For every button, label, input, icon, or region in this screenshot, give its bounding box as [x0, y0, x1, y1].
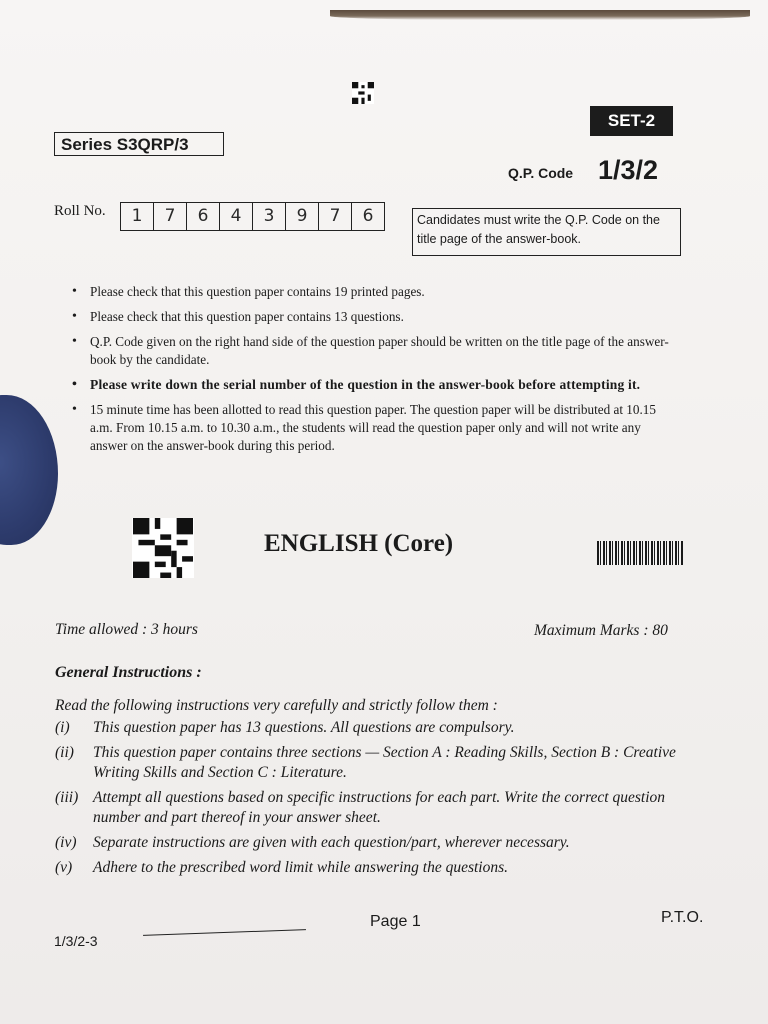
footer-paper-code: 1/3/2-3 — [54, 933, 98, 949]
instruction-item — [55, 858, 705, 878]
qr-code-small-icon — [352, 82, 374, 104]
time-allowed: Time allowed : 3 hours — [55, 621, 198, 638]
notice-item: • Please check that this question paper contains 19 printed pages. — [72, 283, 676, 301]
instruction-item — [55, 743, 705, 783]
instruction-text: This question paper contains three sections — Section A : Reading Skills, Section B : Creative Writing Skills and Section C : Literature. — [93, 744, 676, 781]
instruction-text: Attempt all questions based on specific instructions for each part. Write the correct question number and part thereof in your answer sheet. — [93, 789, 665, 826]
barcode-icon — [597, 541, 683, 565]
roll-digit: 6 — [187, 203, 220, 230]
general-instructions-title: General Instructions : — [55, 664, 202, 681]
subject-title: ENGLISH (Core) — [264, 530, 454, 557]
series-box: Series S3QRP/3 — [54, 132, 224, 156]
thumb-blur — [0, 395, 58, 545]
maximum-marks: Maximum Marks : 80 — [534, 622, 668, 639]
instruction-text: This question paper has 13 questions. All questions are compulsory. — [93, 719, 515, 736]
page-edge-shadow — [330, 10, 750, 20]
qp-code-label: Q.P. Code — [508, 165, 574, 181]
instruction-number: (iv) — [55, 834, 77, 851]
roll-digit: 6 — [362, 206, 374, 226]
notice-list — [72, 283, 676, 462]
footer-divider — [143, 929, 306, 936]
instructions-list — [55, 718, 705, 883]
pto-label: P.T.O. — [661, 909, 704, 926]
instruction-number: (ii) — [55, 744, 74, 761]
instruction-text: Adhere to the prescribed word limit while answering the questions. — [93, 859, 509, 876]
roll-digit: 9 — [286, 203, 319, 230]
roll-number-label: Roll No. — [54, 203, 106, 219]
roll-digit: 3 — [253, 203, 286, 230]
candidate-note: Candidates must write the Q.P. Code on the title page of the answer-book. — [412, 208, 681, 256]
notice-item: • 15 minute time has been allotted to read this question paper. The question paper will be distributed at 10.15 a.m. From 10.15 a.m. to 10.30 a.m., the students will read the question paper only and will not write any answer on the answer-book during this period. — [72, 401, 676, 455]
qr-code-icon — [132, 518, 194, 578]
instruction-text: Separate instructions are given with each question/part, wherever necessary. — [93, 834, 570, 851]
qp-code-value: 1/3/2 — [598, 155, 659, 185]
instruction-item — [55, 718, 705, 738]
roll-digit: 7 — [154, 203, 187, 230]
notice-item: • Q.P. Code given on the right hand side of the question paper should be written on the title page of the answer-book by the candidate. — [72, 333, 676, 369]
general-instructions-intro: Read the following instructions very carefully and strictly follow them : — [55, 697, 498, 714]
instruction-number: (v) — [55, 859, 73, 876]
roll-digit: 1 — [121, 203, 154, 230]
roll-digit: 7 — [319, 203, 352, 230]
instruction-item — [55, 788, 705, 828]
instruction-number: (i) — [55, 719, 70, 736]
instruction-item — [55, 833, 705, 853]
notice-item: • Please check that this question paper contains 13 questions. — [72, 308, 676, 326]
page-number: Page 1 — [370, 913, 421, 930]
instruction-number: (iii) — [55, 789, 79, 806]
roll-number-boxes — [120, 202, 385, 231]
roll-digit: 4 — [220, 203, 253, 230]
set-badge: SET-2 — [590, 106, 673, 136]
notice-item: • Please write down the serial number of the question in the answer-book before attempting it. — [72, 376, 676, 394]
